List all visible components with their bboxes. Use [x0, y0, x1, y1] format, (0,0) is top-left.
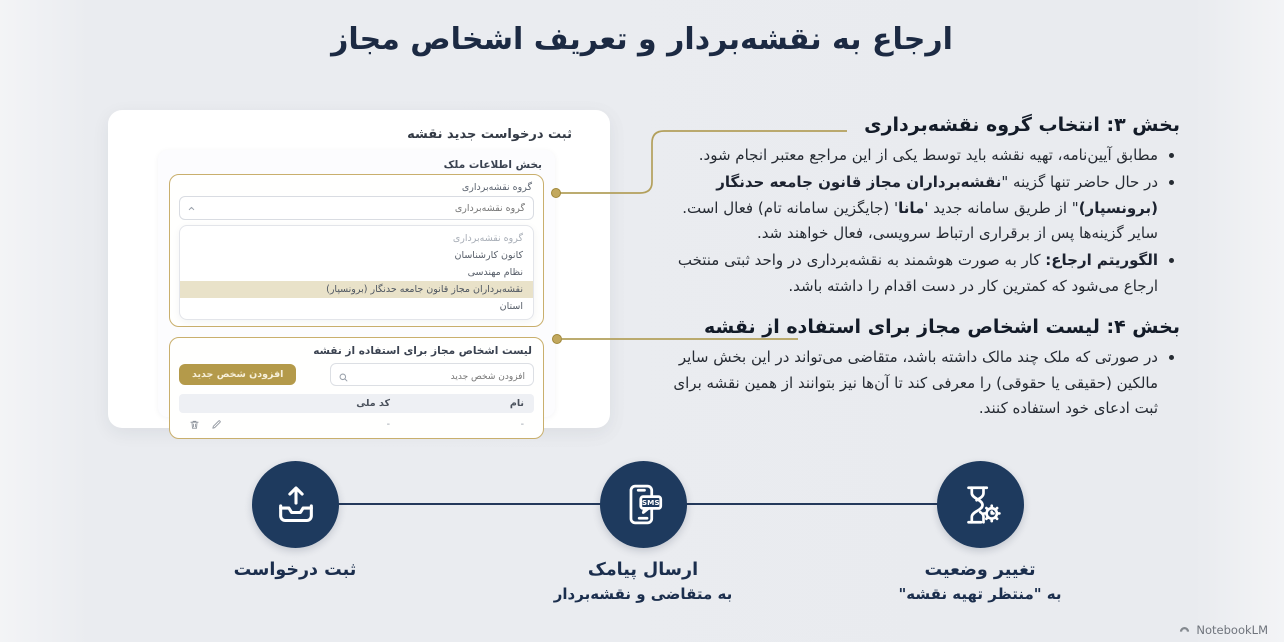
section-4 — [662, 316, 1180, 422]
survey-group-dropdown — [179, 225, 534, 320]
header-national-id: کد ملی — [356, 398, 390, 409]
section-3-bullets — [662, 143, 1178, 300]
form-inner-panel — [158, 150, 555, 430]
property-info-section-label: بخش اطلاعات ملک — [443, 159, 542, 171]
persons-table-header — [179, 394, 534, 413]
form-card-title: ثبت درخواست جدید نقشه — [407, 127, 572, 142]
bullet-item: • مطابق آیین‌نامه، تهیه نقشه باید توسط یکی از این مراجع معتبر انجام شود. — [662, 143, 1158, 169]
annotation-column — [662, 114, 1180, 423]
delete-row-button[interactable] — [189, 419, 200, 430]
bullet-item: • در حال حاضر تنها گزینه "نقشه‌برداران مجاز قانون جامعه حدنگار (برونسپار)" از طریق سامانه جدید 'مانا' (جایگزین سامانه تام) فعال است. سایر گزینه‌ها پس از برقراری ارتباط سرویسی، فعال خواهند شد. — [662, 170, 1158, 247]
cell-national-id-value: - — [386, 419, 390, 430]
person-search-field[interactable] — [330, 363, 534, 386]
person-search-input[interactable] — [331, 367, 533, 388]
bullet-item: • در صورتی که ملک چند مالک داشته باشد، متقاضی می‌تواند در این بخش سایر مالکین (حقیقی یا حقوقی) را معرفی کند تا آن‌ها نیز بتوانند از همین نقشه برای ثبت ادعای خود استفاده کنند. — [662, 345, 1158, 422]
persons-table — [179, 394, 534, 432]
page-title: ارجاع به نقشه‌بردار و تعریف اشخاص مجاز — [331, 22, 953, 57]
cell-name-value: - — [520, 419, 524, 430]
map-request-form-card — [108, 110, 610, 428]
add-person-button[interactable]: افزودن شخص جدید — [179, 364, 296, 385]
chevron-up-icon — [180, 204, 203, 213]
section-3 — [662, 114, 1180, 300]
step-label-send-sms: ارسال پیامک به متقاضی و نقشه‌بردار — [553, 560, 733, 603]
trash-icon — [189, 419, 200, 430]
edit-row-button[interactable] — [211, 419, 222, 430]
watermark-text: NotebookLM — [1196, 623, 1268, 637]
notebooklm-logo-icon — [1178, 624, 1191, 637]
section-3-heading: بخش ۳: انتخاب گروه نقشه‌برداری — [864, 114, 1180, 136]
table-row — [179, 413, 534, 432]
dropdown-option-highlighted[interactable]: نقشه‌برداران مجاز قانون جامعه حدنگار (برونسپار) — [180, 281, 533, 298]
section-4-bullets — [662, 345, 1178, 422]
header-name: نام — [509, 398, 524, 409]
watermark — [1178, 623, 1268, 637]
dropdown-option[interactable]: کانون کارشناسان — [454, 250, 523, 261]
inbox-upload-icon — [273, 482, 319, 528]
survey-group-select[interactable] — [179, 196, 534, 220]
property-info-box — [169, 174, 544, 327]
step-circle-change-status — [937, 461, 1024, 548]
sms-phone-icon — [620, 481, 667, 528]
dropdown-option[interactable]: نظام مهندسی — [467, 267, 523, 278]
bullet-item: • الگوریتم ارجاع: کار به صورت هوشمند به نقشه‌برداری در واحد ثبتی منتخب ارجاع می‌شود که کمترین کار در دست اقدام را داشته باشد. — [662, 248, 1158, 300]
pencil-icon — [211, 419, 222, 430]
survey-group-select-input[interactable] — [203, 203, 533, 214]
section-4-heading: بخش ۴: لیست اشخاص مجاز برای استفاده از نقشه — [704, 315, 1180, 338]
authorized-persons-title: لیست اشخاص مجاز برای استفاده از نقشه — [313, 345, 532, 357]
dropdown-option[interactable]: گروه نقشه‌برداری — [452, 233, 523, 244]
step-circle-submit-request — [252, 461, 339, 548]
step-circle-send-sms — [600, 461, 687, 548]
svg-text:SMS: SMS — [641, 498, 660, 508]
dropdown-option[interactable]: استان — [499, 301, 523, 312]
hourglass-gear-icon — [958, 482, 1004, 528]
step-label-change-status: تغییر وضعیت به "منتظر تهیه نقشه" — [898, 560, 1062, 603]
survey-group-field-label: گروه نقشه‌برداری — [461, 182, 532, 193]
search-icon — [338, 368, 349, 387]
authorized-persons-box — [169, 337, 544, 439]
step-label-submit-request: ثبت درخواست — [233, 560, 357, 580]
